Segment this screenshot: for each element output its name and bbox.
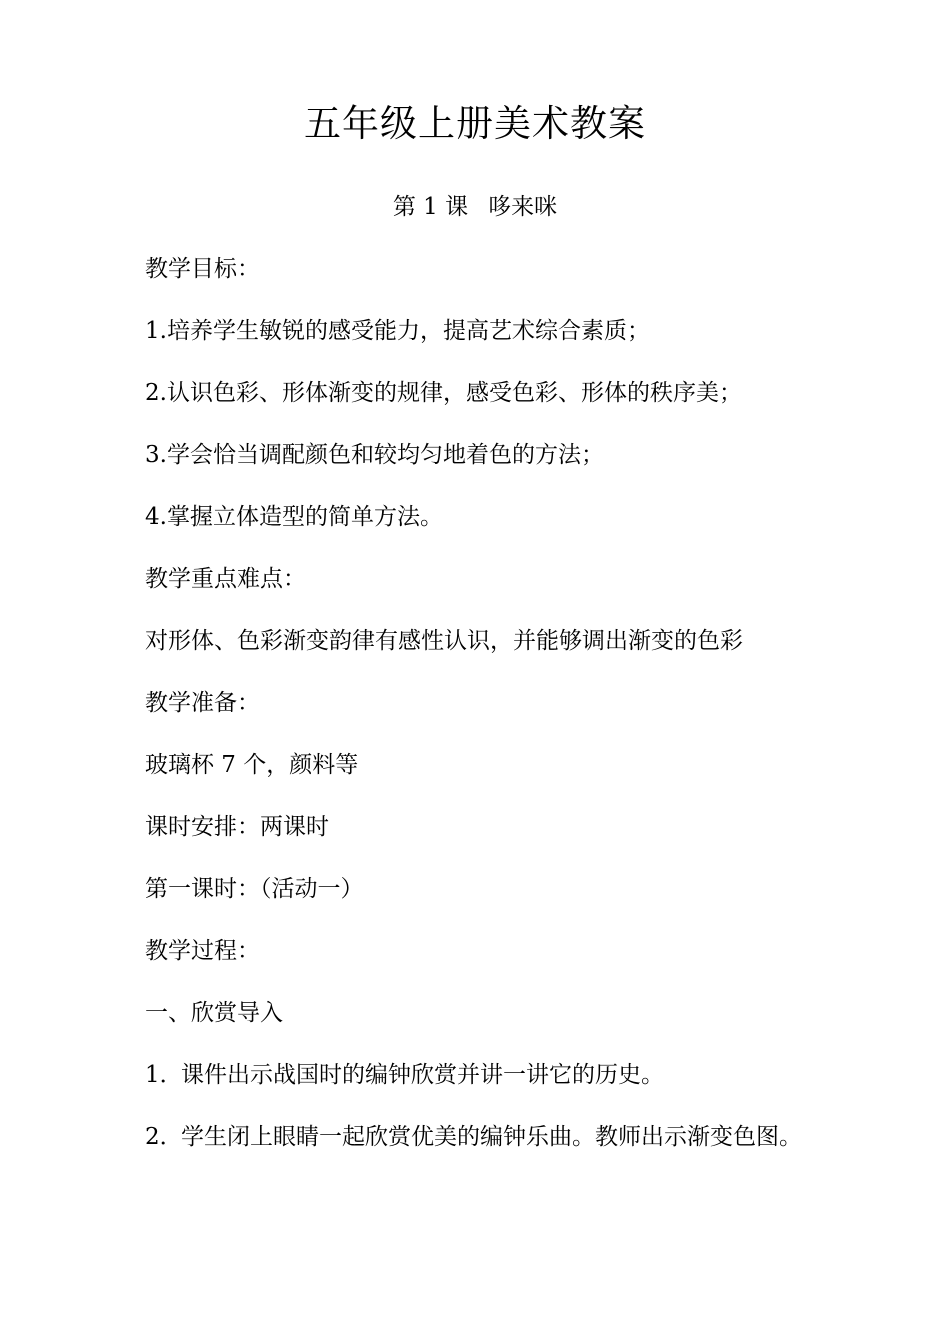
process-step-2 — [145, 1120, 825, 1168]
lesson-name: 哆来咪 — [488, 194, 558, 220]
process-step-1 — [145, 1058, 825, 1106]
objective-item-3: 3.学会恰当调配颜色和较均匀地着色的方法； — [145, 442, 604, 468]
step-text: 课件出示战国时的编钟欣赏并讲一讲它的历史。 — [181, 1062, 664, 1088]
objective-item-1: 1.培养学生敏锐的感受能力，提高艺术综合素质； — [145, 318, 650, 344]
section-heading-key-points: 教学重点难点： — [145, 566, 306, 592]
preparation-text: 玻璃杯 7 个，颜料等 — [145, 752, 359, 778]
first-lesson-heading: 第一课时：（活动一） — [145, 876, 364, 902]
document-title: 五年级上册美术教案 — [304, 102, 646, 145]
lesson-heading — [0, 190, 950, 224]
objective-item-4: 4.掌握立体造型的简单方法。 — [145, 504, 443, 530]
step-text: 学生闭上眼睛一起欣赏优美的编钟乐曲。教师出示渐变色图。 — [181, 1124, 802, 1150]
lesson-number: 第 1 课 — [392, 194, 469, 220]
key-points-text: 对形体、色彩渐变韵律有感性认识，并能够调出渐变的色彩 — [145, 628, 743, 654]
section-heading-objectives: 教学目标： — [145, 256, 260, 282]
schedule-text: 课时安排：两课时 — [145, 814, 329, 840]
process-step-heading: 一、欣赏导入 — [145, 1000, 283, 1026]
section-heading-process: 教学过程： — [145, 938, 260, 964]
objective-item-2: 2.认识色彩、形体渐变的规律，感受色彩、形体的秩序美； — [145, 380, 742, 406]
section-heading-preparation: 教学准备： — [145, 690, 260, 716]
step-number: 1． — [145, 1062, 183, 1088]
step-number: 2． — [145, 1124, 183, 1150]
